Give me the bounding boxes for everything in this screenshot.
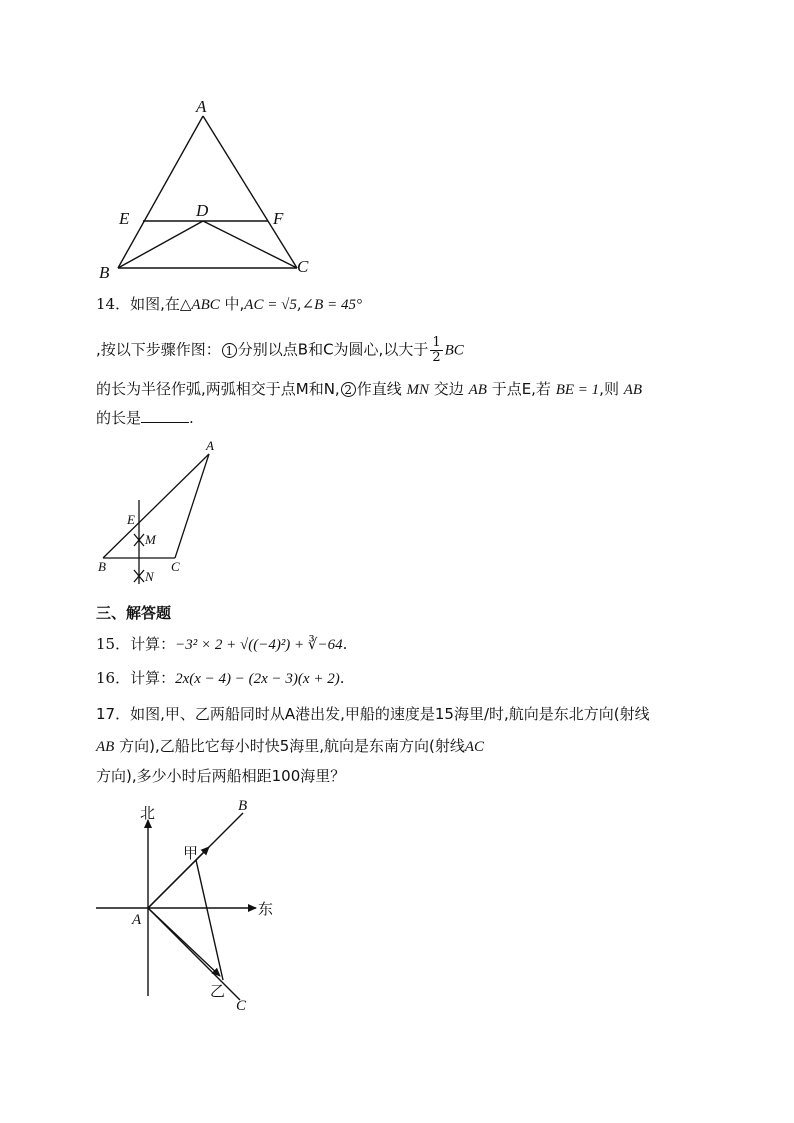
q17-line-3: 方向),多少小时后两船相距100海里？ bbox=[96, 767, 346, 785]
q15-line: 15．计算：−3² × 2 + √((−4)²) + ∛−64. bbox=[96, 635, 348, 653]
label-d: D bbox=[196, 201, 209, 220]
step-1-circle: 1 bbox=[222, 343, 237, 358]
label-f: F bbox=[273, 209, 284, 228]
label-b3: B bbox=[238, 798, 248, 814]
label-c2: C bbox=[171, 559, 180, 574]
label-a2: A bbox=[206, 438, 214, 453]
label-jia: 甲 bbox=[183, 844, 199, 862]
label-b2: B bbox=[98, 559, 106, 574]
figure-triangle-abc bbox=[95, 90, 325, 285]
label-b: B bbox=[99, 263, 110, 282]
label-e: E bbox=[119, 209, 130, 228]
label-east: 东 bbox=[258, 900, 274, 918]
q14-line-3: 的长为半径作弧,两弧相交于点M和N, 2 作直线 MN 交边 AB 于点E,若 BE = 1,则 AB bbox=[96, 380, 643, 398]
fraction-one-half: $\frac{1}{2}$ bbox=[432, 335, 441, 365]
figure-perpendicular-bisector bbox=[92, 436, 232, 588]
answer-blank[interactable] bbox=[141, 408, 189, 423]
label-n2: N bbox=[145, 569, 154, 584]
segment-jia-yi bbox=[196, 860, 223, 980]
segment-ab2 bbox=[103, 454, 209, 558]
q14-line-2: ,按以下步骤作图： 1 分别以点B和C为圆心,以大于 $\frac{1}{2}$ BC bbox=[96, 335, 464, 365]
q16-line: 16．计算：2x(x − 4) − (2x − 3)(x + 2). bbox=[96, 669, 345, 687]
step-2-circle: 2 bbox=[341, 382, 356, 397]
label-north: 北 bbox=[140, 804, 156, 822]
segment-ac2 bbox=[175, 454, 209, 558]
label-a: A bbox=[196, 97, 207, 116]
label-c3: C bbox=[236, 998, 247, 1014]
q17-line-1: 17．如图,甲、乙两船同时从A港出发,甲船的速度是15海里/时,航向是东北方向(射线 bbox=[96, 705, 650, 723]
label-yi: 乙 bbox=[210, 982, 226, 1000]
figure-ships-compass bbox=[92, 796, 292, 1016]
q14-line-4: 的长是 . bbox=[96, 409, 194, 427]
section-3-heading: 三、解答题 bbox=[96, 604, 172, 622]
q14-line-1: 14．如图,在△ABC 中,AC = √5,∠B = 45° bbox=[96, 295, 362, 313]
label-e2: E bbox=[127, 512, 135, 527]
label-c: C bbox=[297, 257, 309, 276]
label-m2: M bbox=[145, 532, 156, 547]
q17-line-2: AB 方向),乙船比它每小时快5海里,航向是东南方向(射线AC bbox=[96, 737, 485, 755]
label-a3: A bbox=[132, 912, 142, 928]
